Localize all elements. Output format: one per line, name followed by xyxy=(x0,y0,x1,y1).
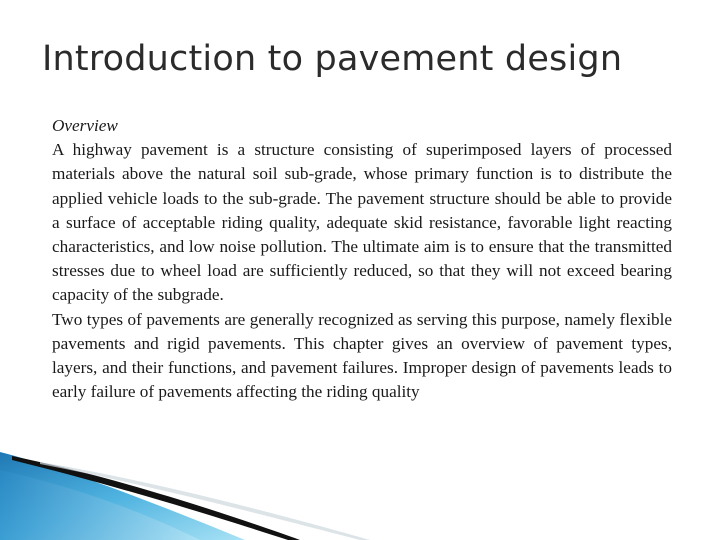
slide-title: Introduction to pavement design xyxy=(42,39,623,79)
body-paragraph-2: Two types of pavements are generally recognized as serving this purpose, namely flexible pavements and rigid pavements. This chapter gives an overview of pavement types, layers, and their functions, and pavement failures. Improper design of pavements leads to early failure of pavements affecting the riding quality xyxy=(52,309,672,402)
body-paragraph-1: A highway pavement is a structure consisting of superimposed layers of processed materials above the natural soil sub-grade, whose primary function is to distribute the applied vehicle loads to the sub-grade. The pavement structure should be able to provide a surface of acceptable riding quality, adequate skid resistance, favorable light reacting characteristics, and low noise pollution. The ultimate aim is to ensure that the transmitted stresses due to wheel load are sufficiently reduced, so that they will not exceed bearing capacity of the subgrade. xyxy=(52,140,672,305)
section-heading: Overview xyxy=(52,116,118,135)
